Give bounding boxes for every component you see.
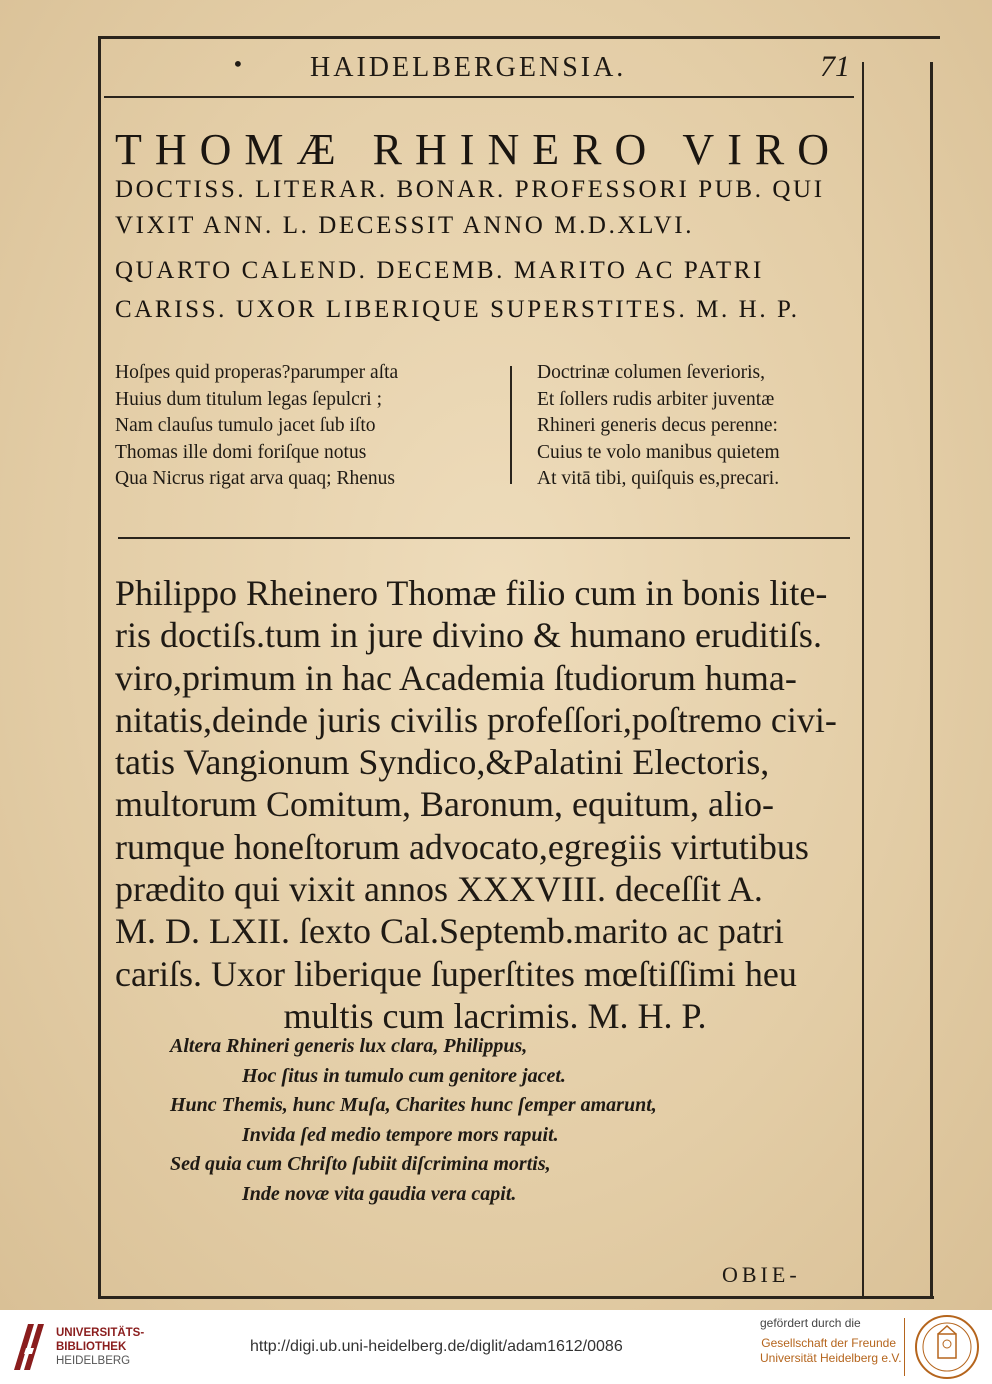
epitaph-2-line: tatis Vangionum Syndico,&Palatini Electoris, bbox=[115, 742, 770, 783]
university-library-logo-icon bbox=[12, 1322, 46, 1372]
epitaph-2-text bbox=[115, 572, 855, 1037]
epitaph-1-line-5: CARISS. UXOR LIBERIQUE SUPERSTITES. M. H. P. bbox=[115, 296, 800, 323]
epitaph-2-last-line: multis cum lacrimis. M. H. P. bbox=[283, 995, 707, 1036]
verse-2-line: Altera Rhineri generis lux clara, Philippus, bbox=[170, 1035, 528, 1057]
sponsor-label: gefördert durch die bbox=[760, 1316, 861, 1330]
verse-2-line: Hoc ſitus in tumulo cum genitore jacet. bbox=[242, 1064, 566, 1087]
epitaph-2-line: rumque honeſtorum advocato,egregiis virtutibus bbox=[115, 826, 809, 867]
epitaph-2-line: nitatis,deinde juris civilis profeſſori,poſtremo civi- bbox=[115, 699, 837, 740]
verse-line: At vitā tibi, quiſquis es,precari. bbox=[537, 468, 780, 489]
verse-line: Hoſpes quid properas?parumper aſta bbox=[115, 362, 399, 383]
frame-outer-right-border bbox=[930, 62, 933, 1298]
verse-line: Nam clauſus tumulo jacet ſub iſto bbox=[115, 415, 376, 436]
running-head-title: HAIDELBERGENSIA. bbox=[310, 52, 627, 83]
verse-2-line: Inde novæ vita gaudia vera capit. bbox=[242, 1182, 517, 1205]
verse-line: Huius dum titulum legas ſepulcri ; bbox=[115, 388, 383, 410]
catchword: OBIE- bbox=[722, 1262, 801, 1287]
logo-line: UNIVERSITÄTS- bbox=[56, 1327, 145, 1339]
sponsor-line: Gesellschaft der Freunde bbox=[761, 1336, 896, 1350]
university-seal-icon bbox=[914, 1314, 980, 1380]
frame-bottom-border bbox=[98, 1296, 934, 1299]
epitaph-2-line: prædito qui vixit annos XXXVIII. deceſſit A. bbox=[115, 869, 763, 910]
head-rule bbox=[104, 96, 854, 98]
verse-1-left-column bbox=[115, 360, 398, 493]
epitaph-2-line: viro,primum in hac Academia ſtudiorum huma- bbox=[115, 657, 797, 698]
epitaph-2-line: ris doctiſs.tum in jure divino & humano eruditiſs. bbox=[115, 615, 822, 656]
verse-2-line: Invida ſed medio tempore mors rapuit. bbox=[242, 1123, 559, 1146]
verse-2-line: Hunc Themis, hunc Muſa, Charites hunc ſemper amarunt, bbox=[170, 1094, 657, 1116]
verse-line: Thomas ille domi foriſque notus bbox=[115, 441, 367, 463]
epitaph-2-line: cariſs. Uxor liberique ſuperſtites mœſtiſſimi heu bbox=[115, 953, 797, 994]
sponsor-divider bbox=[904, 1318, 905, 1376]
sponsor-name[interactable] bbox=[760, 1336, 902, 1366]
running-head-bullet: • bbox=[232, 52, 244, 76]
verse-2 bbox=[170, 1032, 657, 1209]
verse-column-divider bbox=[510, 366, 512, 484]
section-rule bbox=[118, 537, 850, 539]
epitaph-1-line-3: VIXIT ANN. L. DECESSIT ANNO M.D.XLVI. bbox=[115, 212, 695, 239]
epitaph-1-line-1: THOMÆ RHINERO VIRO bbox=[115, 125, 842, 174]
frame-top-border bbox=[98, 36, 940, 39]
verse-line: Qua Nicrus rigat arva quaq; Rhenus bbox=[115, 468, 395, 489]
sponsor-line: Universität Heidelberg e.V. bbox=[760, 1351, 902, 1365]
frame-inner-right-border bbox=[862, 62, 864, 1298]
permalink-url[interactable]: http://digi.ub.uni-heidelberg.de/diglit/adam1612/0086 bbox=[250, 1338, 623, 1355]
verse-line: Et ſollers rudis arbiter juventæ bbox=[537, 388, 775, 410]
epitaph-2-line: Philippo Rheinero Thomæ filio cum in bonis lite- bbox=[115, 573, 828, 613]
university-library-logo-text bbox=[56, 1326, 144, 1368]
epitaph-2-line: M. D. LXII. ſexto Cal.Septemb.marito ac patri bbox=[115, 911, 784, 952]
verse-1-right-column bbox=[537, 360, 780, 493]
epitaph-1-line-2: DOCTISS. LITERAR. BONAR. PROFESSORI PUB. QUI bbox=[115, 176, 825, 203]
epitaph-1-line-4: QUARTO CALEND. DECEMB. MARITO AC PATRI bbox=[115, 257, 764, 284]
verse-line: Doctrinæ columen ſeverioris, bbox=[537, 362, 765, 383]
logo-line: HEIDELBERG bbox=[56, 1355, 131, 1367]
footer-bar bbox=[0, 1310, 992, 1384]
verse-line: Cuius te volo manibus quietem bbox=[537, 441, 780, 463]
verse-2-line: Sed quia cum Chriſto ſubiit diſcrimina mortis, bbox=[170, 1153, 551, 1175]
frame-left-border bbox=[98, 36, 101, 1298]
page-number: 71 bbox=[820, 50, 850, 83]
verse-line: Rhineri generis decus perenne: bbox=[537, 415, 778, 436]
logo-line: BIBLIOTHEK bbox=[56, 1341, 127, 1353]
epitaph-2-line: multorum Comitum, Baronum, equitum, alio- bbox=[115, 784, 774, 825]
